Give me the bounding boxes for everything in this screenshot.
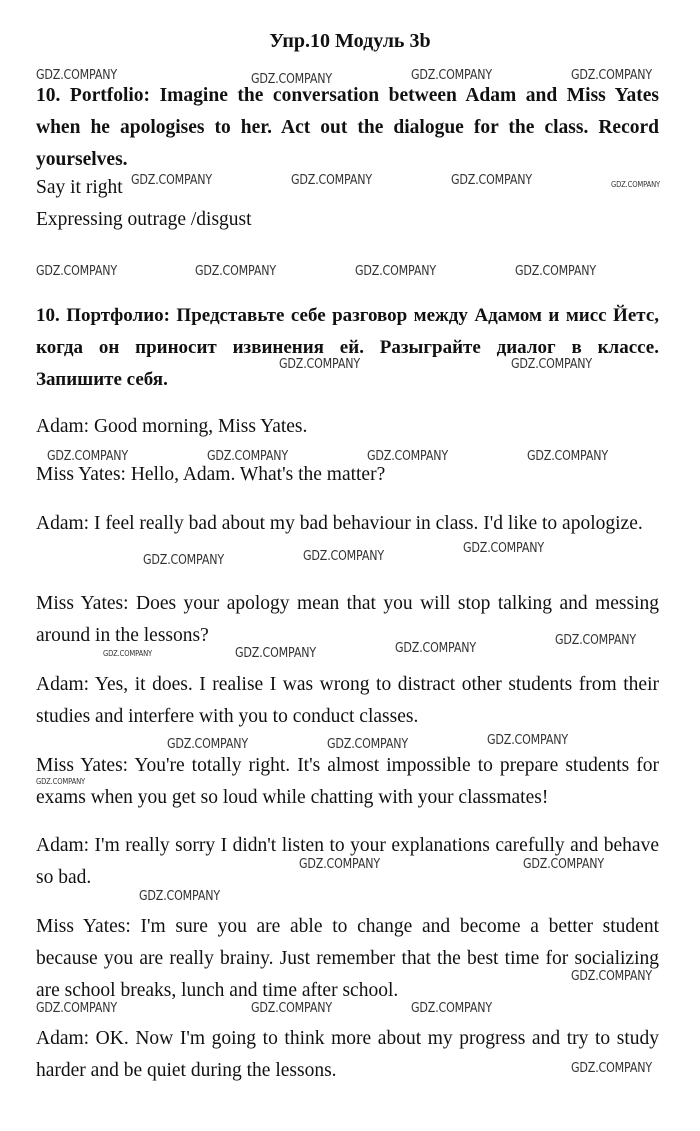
watermark-text: GDZ.COMPANY [327, 736, 408, 752]
watermark-text: GDZ.COMPANY [303, 548, 384, 564]
watermark-text: GDZ.COMPANY [139, 888, 220, 904]
watermark-text: GDZ.COMPANY [36, 263, 117, 279]
dialogue-line-6: Miss Yates: You're totally right. It's almost impossible to prepare students for exams when you get so loud while chatting with your classmates! [36, 755, 659, 808]
task-english: 10. Portfolio: Imagine the conversation between Adam and Miss Yates when he apologises to her. Act out the dialogue for the class. Record yourselves. [36, 85, 659, 170]
watermark-text: GDZ.COMPANY [47, 448, 128, 464]
watermark-text: GDZ.COMPANY [36, 1000, 117, 1016]
watermark-text: GDZ.COMPANY [571, 67, 652, 83]
watermark-text: GDZ.COMPANY [411, 1000, 492, 1016]
dialogue-line-8: Miss Yates: I'm sure you are able to change and become a better student because you are really brainy. Just remember that the best time for socializing are school breaks, lunch and time after school. [36, 916, 659, 1001]
watermark-text: GDZ.COMPANY [571, 968, 652, 984]
watermark-text: GDZ.COMPANY [251, 1000, 332, 1016]
dialogue-line-4: Miss Yates: Does your apology mean that you will stop talking and messing around in the lessons? [36, 593, 659, 646]
watermark-text: GDZ.COMPANY [195, 263, 276, 279]
expressing-label: Expressing outrage /disgust [36, 209, 252, 230]
dialogue-line-1: Adam: Good morning, Miss Yates. [36, 416, 308, 437]
watermark-text: GDZ.COMPANY [451, 172, 532, 188]
page-title: Упр.10 Модуль 3b [269, 30, 431, 52]
watermark-text: GDZ.COMPANY [279, 356, 360, 372]
watermark-text: GDZ.COMPANY [487, 732, 568, 748]
watermark-text: GDZ.COMPANY [511, 356, 592, 372]
watermark-text: GDZ.COMPANY [555, 632, 636, 648]
watermark-text: GDZ.COMPANY [131, 172, 212, 188]
watermark-text: GDZ.COMPANY [523, 856, 604, 872]
watermark-text: GDZ.COMPANY [367, 448, 448, 464]
dialogue-line-5: Adam: Yes, it does. I realise I was wrong to distract other students from their studies and interfere with you to conduct classes. [36, 674, 659, 727]
watermark-text: GDZ.COMPANY [515, 263, 596, 279]
watermark-text: GDZ.COMPANY [463, 540, 544, 556]
watermark-text: GDZ.COMPANY [143, 552, 224, 568]
watermark-text: GDZ.COMPANY [355, 263, 436, 279]
watermark-text: GDZ.COMPANY [103, 649, 152, 658]
watermark-text: GDZ.COMPANY [251, 71, 332, 87]
watermark-text: GDZ.COMPANY [36, 777, 85, 786]
watermark-text: GDZ.COMPANY [611, 180, 660, 189]
dialogue-line-7: Adam: I'm really sorry I didn't listen to your explanations carefully and behave so bad. [36, 835, 659, 888]
watermark-text: GDZ.COMPANY [299, 856, 380, 872]
task-russian: 10. Портфолио: Представьте себе разговор между Адамом и мисс Йетс, когда он приносит извинения ей. Разыграйте диалог в классе. Запишите себя. [36, 305, 659, 390]
dialogue-line-3: Adam: I feel really bad about my bad behaviour in class. I'd like to apologize. [36, 513, 643, 534]
watermark-text: GDZ.COMPANY [571, 1060, 652, 1076]
watermark-text: GDZ.COMPANY [167, 736, 248, 752]
dialogue-line-9: Adam: OK. Now I'm going to think more about my progress and try to study harder and be quiet during the lessons. [36, 1028, 659, 1081]
watermark-text: GDZ.COMPANY [207, 448, 288, 464]
watermark-text: GDZ.COMPANY [395, 640, 476, 656]
say-it-right-label: Say it right [36, 177, 123, 198]
watermark-text: GDZ.COMPANY [36, 67, 117, 83]
watermark-text: GDZ.COMPANY [411, 67, 492, 83]
watermark-text: GDZ.COMPANY [235, 645, 316, 661]
watermark-text: GDZ.COMPANY [527, 448, 608, 464]
dialogue-line-2: Miss Yates: Hello, Adam. What's the matter? [36, 464, 386, 485]
watermark-text: GDZ.COMPANY [291, 172, 372, 188]
